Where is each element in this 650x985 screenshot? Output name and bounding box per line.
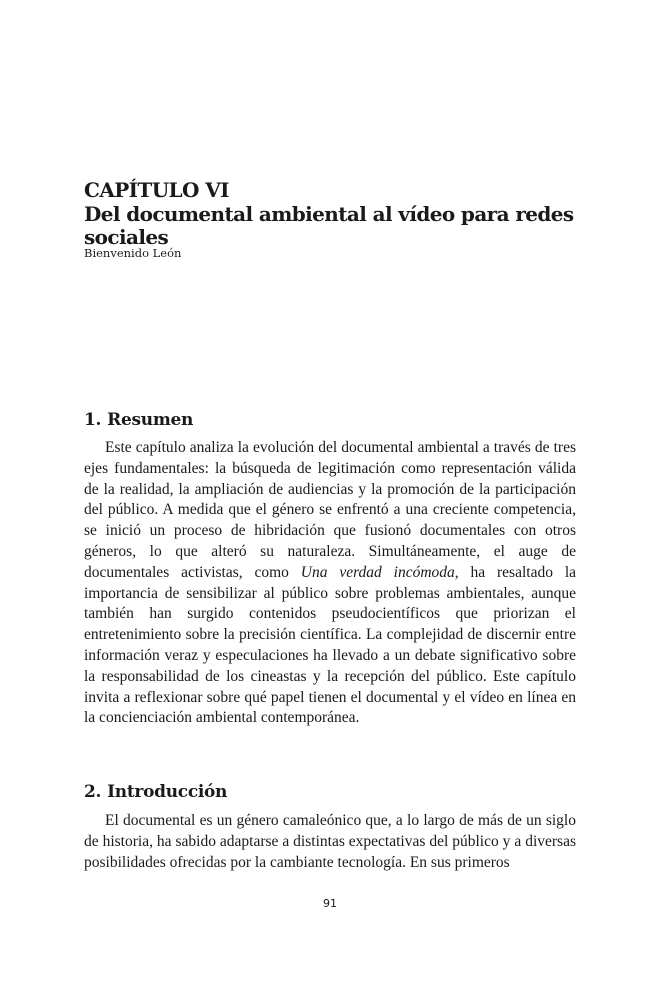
chapter-label: CAPÍTULO VI xyxy=(84,178,229,203)
section-title: Resumen xyxy=(107,410,194,431)
section-number: 2. xyxy=(84,782,102,803)
chapter-author: Bienvenido León xyxy=(84,246,182,260)
paragraph-text: , ha resaltado la importancia de sensibilizar al público sobre problemas ambientales, aunque también han surgido contenidos pseudocientíficos que priorizan el entretenimiento sobre la precisión científica. La complejidad de discernir entre información veraz y especulaciones ha llevado a un debate significativo sobre la responsabilidad de los cineastas y la recepción del público. Este capítulo invita a reflexionar sobre qué papel tienen el documental y el vídeo en línea en la concienciación ambiental contemporánea. xyxy=(84,563,576,727)
chapter-heading xyxy=(84,179,576,250)
section-heading-resumen xyxy=(84,409,193,431)
section-number: 1. xyxy=(84,410,102,431)
introduction-paragraph: El documental es un género camaleónico que, a lo largo de más de un siglo de historia, ha sabido adaptarse a distintas expectativas del público y a diversas posibilidades ofrecidas por la cambiante tecnología. En sus primeros xyxy=(84,812,576,871)
paragraph-text: Este capítulo analiza la evolución del documental ambiental a través de tres ejes fundamentales: la búsqueda de legitimación como representación válida de la realidad, la ampliación de audiencias y la promoción de la participación del público. A medida que el género se enfrentó a una creciente competencia, se inició un proceso de hibridación que fusionó documentales con otros géneros, lo que alteró su naturaleza. Simultáneamente, el auge de documentales activistas, como xyxy=(84,439,576,581)
section-title: Introducción xyxy=(107,782,228,803)
film-title-italic: Una verdad incómoda xyxy=(300,563,455,581)
page-number: 91 xyxy=(323,897,337,910)
section-heading-introduccion xyxy=(84,781,227,803)
abstract-paragraph xyxy=(84,438,576,729)
chapter-title: Del documental ambiental al vídeo para redes sociales xyxy=(84,201,574,250)
